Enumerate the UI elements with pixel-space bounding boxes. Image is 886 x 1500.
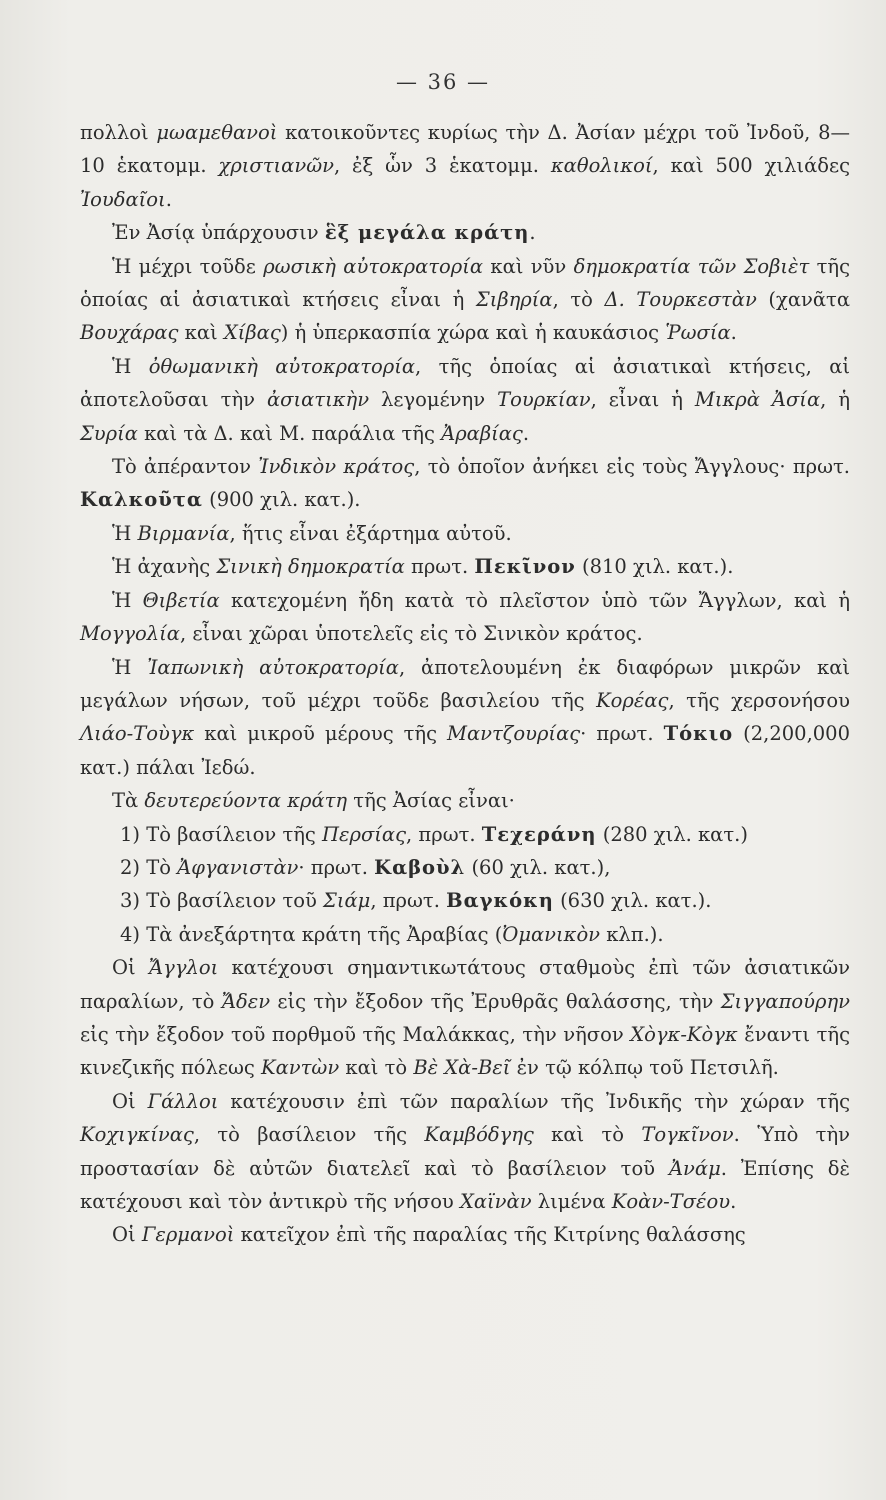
paragraph [80, 116, 850, 216]
text-run: καὶ νῦν [483, 254, 574, 278]
list-item [80, 851, 850, 884]
text-run: . Ἐπίσης δὲ κατέχουσι καὶ τὸν ἀντικρὺ τῆς νήσου [80, 1156, 851, 1213]
bold-term: Καλκοῦτα [80, 488, 203, 512]
italic-term: Μικρὰ Ἀσία [694, 388, 821, 412]
text-run: Ἡ [112, 655, 148, 679]
italic-term: Γάλλοι [147, 1089, 219, 1113]
text-run: τῆς Ἀσίας εἶναι· [347, 789, 515, 813]
text-run: εἰς τὴν ἔξοδον τῆς Ἐρυθρᾶς θαλάσσης, τὴν [270, 989, 721, 1013]
paragraph [80, 1085, 850, 1219]
italic-term: Κοὰν-Τσέου [611, 1190, 731, 1213]
text-run: . Ὑπὸ τὴν προστασίαν δὲ αὐτῶν διατελεῖ καὶ τὸ βασίλειον τοῦ [80, 1123, 850, 1180]
bold-term: Καβοὺλ [374, 855, 466, 879]
text-run: (60 χιλ. κατ.), [465, 855, 611, 879]
text-run: Οἱ [112, 956, 149, 980]
text-run: · πρωτ. [580, 722, 664, 746]
italic-term: δημοκρατία τῶν Σοβιὲτ [573, 254, 810, 278]
italic-term: Βουχάρας [80, 321, 179, 345]
text-run: Ἐν Ἀσίᾳ ὑπάρχουσιν [112, 221, 325, 245]
text-run: (280 χιλ. κατ.) [596, 822, 748, 846]
text-run: λιμένα [531, 1190, 612, 1213]
italic-term: Συρία [80, 421, 138, 445]
italic-term: Ἀραβίας [441, 421, 523, 445]
text-run: , εἶναι ἡ [590, 388, 695, 412]
text-run: καὶ [178, 321, 224, 345]
text-run: καὶ τὸ [533, 1123, 642, 1147]
text-run: (2,200,000 κατ.) πάλαι Ἰεδώ. [80, 722, 850, 779]
text-run: Ἡ [112, 354, 149, 378]
italic-term: Βὲ Χὰ-Βεῖ [413, 1056, 511, 1080]
text-run: κατεχομένη ἤδη κατὰ τὸ πλεῖστον ὑπὸ τῶν Ἄγγλων, καὶ ἡ [219, 588, 851, 612]
text-run: λεγομένην [369, 388, 498, 412]
text-run: (χανᾶτα [756, 288, 850, 312]
page-number: — 36 — [395, 70, 491, 94]
paragraph [80, 951, 850, 1085]
text-run: , τῆς ὁποίας αἱ ἀσιατικαὶ κτήσεις, αἱ ἀποτελοῦσαι τὴν [80, 354, 851, 412]
paragraph [80, 450, 850, 517]
page-body-text [80, 116, 850, 1252]
italic-term: Ἀφγανιστὰν [177, 855, 299, 879]
text-run: . [730, 321, 737, 345]
italic-term: Ἄδεν [221, 989, 271, 1013]
text-run: Ἡ [112, 521, 138, 545]
list-item [80, 884, 850, 917]
text-run: 1) Τὸ βασίλειον τῆς [120, 822, 323, 846]
text-run: πρωτ. [404, 555, 475, 579]
text-run: καὶ μικροῦ μέρους τῆς [194, 722, 448, 746]
paragraph [80, 784, 850, 817]
text-run: , τῆς χερσονήσου [668, 688, 850, 712]
italic-term: Χαϊνὰν [459, 1190, 532, 1213]
text-run: , ἡ [820, 388, 850, 412]
italic-term: ρωσικὴ αὐτοκρατορία [263, 254, 484, 278]
italic-term: Περσίας [322, 822, 407, 846]
italic-term: Ἀνάμ [668, 1156, 721, 1180]
text-run: . [165, 187, 172, 211]
paragraph [80, 350, 850, 450]
bold-term: Τόκιο [663, 722, 734, 746]
italic-term: Σιάμ [323, 889, 371, 913]
text-run: , ἐξ ὧν 3 ἑκατομμ. [333, 154, 551, 178]
paragraph [80, 584, 850, 651]
text-run: Οἱ [112, 1089, 148, 1113]
italic-term: Μογγολία [80, 622, 180, 646]
italic-term: Βιρμανία [137, 521, 230, 545]
list-item [80, 918, 850, 951]
text-run: , καὶ 500 χιλιάδες [652, 154, 850, 178]
italic-term: Ἰαπωνικὴ αὐτοκρατορία [147, 655, 399, 679]
text-run: εἰς τὴν ἔξοδον τοῦ πορθμοῦ τῆς Μαλάκκας, τὴν νῆσον [80, 1022, 631, 1046]
italic-term: Γερμανοὶ [141, 1223, 235, 1247]
paragraph [80, 1218, 850, 1251]
text-run: Τὸ ἀπέραντον [112, 455, 259, 479]
bold-term: Τεχεράνη [481, 822, 597, 846]
italic-term: ἀσιατικὴν [267, 388, 370, 412]
text-run: κατέχουσιν ἐπὶ τῶν παραλίων τῆς Ἰνδικῆς τὴν χώραν τῆς [218, 1089, 850, 1113]
italic-term: δευτερεύοντα κράτη [144, 789, 348, 813]
italic-term: Κορέας [596, 688, 669, 712]
text-run: 4) Τὰ ἀνεξάρτητα κράτη τῆς Ἀραβίας ( [120, 922, 503, 946]
paragraph [80, 651, 850, 785]
text-run: (900 χιλ. κατ.). [202, 488, 361, 512]
italic-term: Τογκῖνον [641, 1123, 734, 1147]
italic-term: Καντὼν [261, 1056, 340, 1080]
text-run: , τὸ [552, 288, 605, 312]
italic-term: μωαμεθανοὶ [156, 121, 278, 144]
text-run: 3) Τὸ βασίλειον τοῦ [120, 889, 324, 913]
text-run: ἔναντι τῆς κινεζικῆς πόλεως [80, 1022, 850, 1080]
text-run: , τὸ βασίλειον τῆς [193, 1123, 425, 1147]
bold-term: Πεκῖνον [474, 555, 576, 579]
text-run: καὶ τὰ Δ. καὶ Μ. παράλια τῆς [137, 421, 442, 445]
text-run: Ἡ [112, 588, 143, 612]
italic-term: Δ. Τουρκεστὰν [604, 288, 757, 312]
text-run: (630 χιλ. κατ.). [553, 889, 712, 913]
italic-term: καθολικοί [550, 154, 653, 178]
italic-term: Ἰνδικὸν κράτος [258, 455, 415, 479]
italic-term: ὀθωμανικὴ αὐτοκρατορία [148, 354, 416, 378]
italic-term: Σιγγαπούρην [720, 989, 851, 1013]
text-run: κατοικοῦντες κυρίως τὴν Δ. Ἀσίαν μέχρι τοῦ Ἰνδοῦ, 8—10 ἑκατομμ. [80, 121, 850, 178]
text-run: ἐν τῷ κόλπῳ τοῦ Πετσιλῆ. [510, 1056, 779, 1080]
paragraph [80, 216, 850, 249]
text-run: Ἡ μέχρι τοῦδε [112, 254, 264, 278]
text-run: . [522, 421, 530, 445]
text-run: καὶ τὸ [339, 1056, 414, 1080]
text-run: κατεῖχον ἐπὶ τῆς παραλίας τῆς Κιτρίνης θαλάσσης [234, 1223, 746, 1247]
italic-term: Ῥωσία [665, 321, 731, 345]
text-run: · πρωτ. [298, 855, 375, 879]
italic-term: χριστιανῶν [218, 154, 334, 178]
italic-term: Κοχιγκίνας [80, 1123, 194, 1147]
text-run: Ἡ ἀχανὴς [112, 555, 217, 579]
italic-term: Χὸγκ-Κὸγκ [630, 1022, 738, 1046]
italic-term: Ἰουδαῖοι [80, 187, 166, 211]
text-run: Οἱ [112, 1223, 142, 1247]
paragraph [80, 517, 850, 550]
italic-term: Λιάο-Τοὺγκ [80, 722, 195, 746]
list-item [80, 818, 850, 851]
italic-term: Ἄγγλοι [148, 956, 219, 980]
text-run: , ἥτις εἶναι ἐξάρτημα αὐτοῦ. [229, 521, 512, 545]
text-run: , πρωτ. [370, 889, 447, 913]
text-run: ) ἡ ὑπερκασπία χώρα καὶ ἡ καυκάσιος [280, 321, 666, 345]
paragraph [80, 250, 850, 350]
text-run: . [529, 221, 536, 245]
italic-term: Καμβόδγης [424, 1123, 534, 1147]
italic-term: Θιβετία [142, 588, 220, 612]
text-run: , τὸ ὁποῖον ἀνήκει εἰς τοὺς Ἄγγλους· πρωτ. [414, 455, 850, 479]
text-run: . [730, 1190, 737, 1213]
text-run: τῆς ὁποίας αἱ ἀσιατικαὶ κτήσεις εἶναι ἡ [80, 254, 850, 312]
text-run: 2) Τὸ [120, 855, 178, 879]
italic-term: Μαντζουρίας [447, 722, 581, 746]
italic-term: Σινικὴ δημοκρατία [216, 555, 405, 579]
text-run: κατέχουσι σημαντικωτάτους σταθμοὺς ἐπὶ τῶν ἀσιατικῶν παραλίων, τὸ [80, 956, 850, 1013]
italic-term: Τουρκίαν [497, 388, 591, 412]
text-run: , ἀποτελουμένη ἐκ διαφόρων μικρῶν καὶ μεγάλων νήσων, τοῦ μέχρι τοῦδε βασιλείου τῆς [80, 655, 851, 712]
text-run: πολλοὶ [80, 121, 157, 144]
text-run: (810 χιλ. κατ.). [575, 555, 734, 579]
italic-term: Χίβας [223, 321, 281, 345]
text-run: , εἶναι χῶραι ὑποτελεῖς εἰς τὸ Σινικὸν κράτος. [179, 622, 643, 646]
italic-term: Σιβηρία [475, 288, 553, 312]
paragraph [80, 550, 850, 583]
bold-term: Βαγκόκη [446, 889, 554, 913]
text-run: κλπ.). [600, 922, 664, 946]
bold-term: ἓξ μεγάλα κράτη [324, 221, 530, 245]
text-run: Τὰ [112, 789, 145, 813]
text-run: , πρωτ. [406, 822, 482, 846]
italic-term: Ὀμανικὸν [502, 922, 601, 946]
